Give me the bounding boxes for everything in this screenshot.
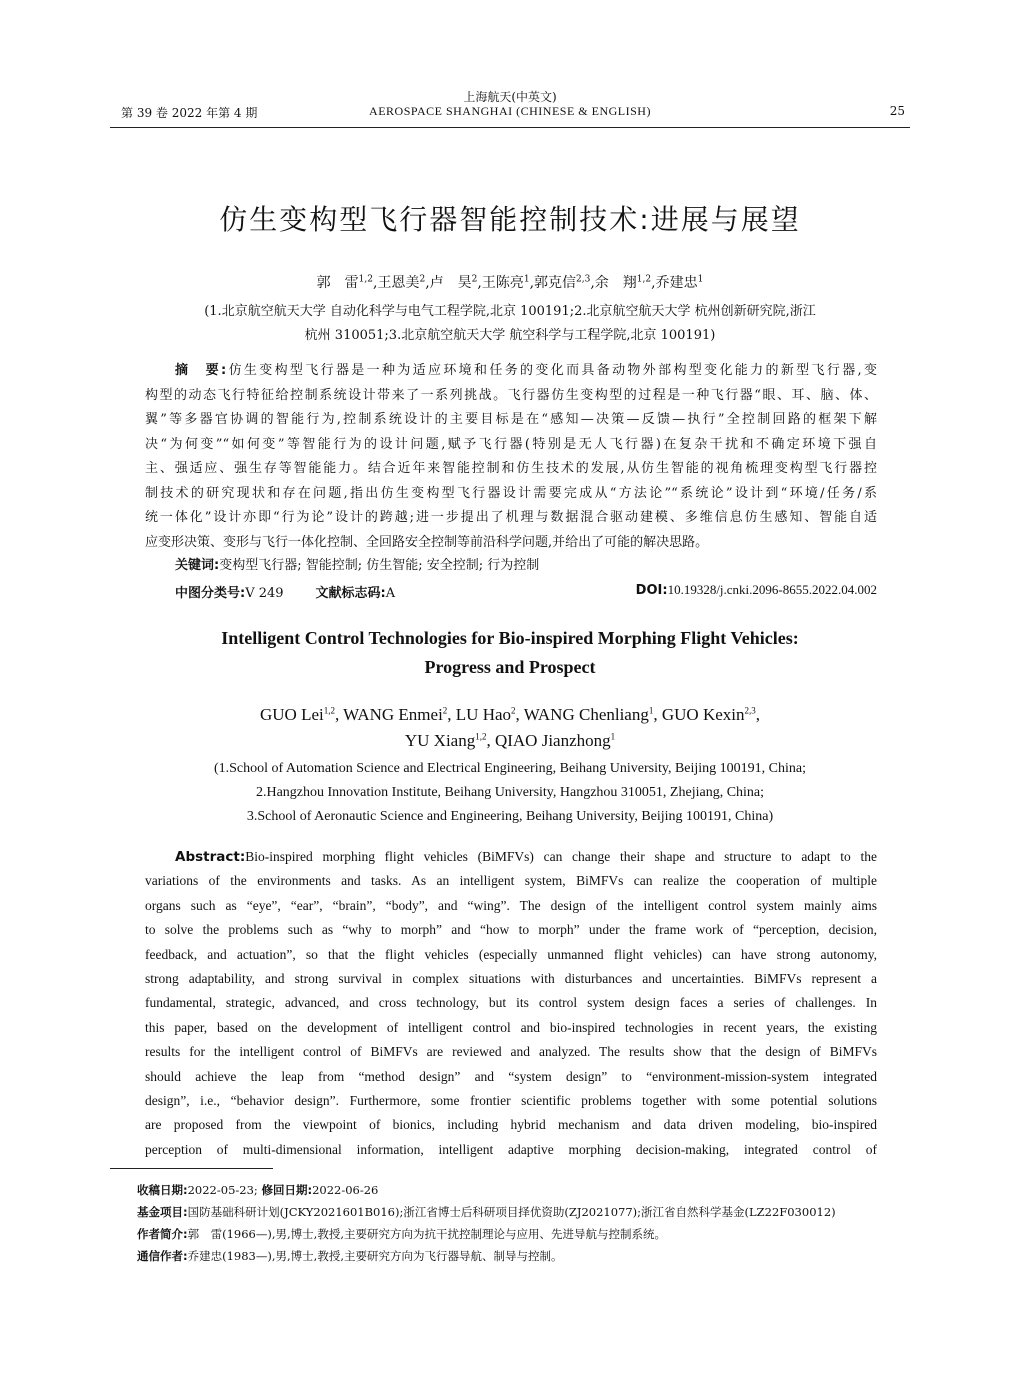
author-name: 郭 雷	[316, 275, 359, 291]
abstract-line	[145, 1091, 877, 1111]
abstract-text: are proposed from the viewpoint of bionics, including hybrid mechanism and data driven modeling, bio-inspired	[145, 1117, 877, 1133]
author-bio-label: 作者简介:	[137, 1227, 188, 1241]
author-affiliation-mark: 2	[419, 274, 426, 285]
author-name: GUO Lei	[259, 705, 324, 724]
doi	[636, 582, 877, 598]
abstract-line	[145, 386, 877, 406]
abstract-line	[145, 1115, 877, 1135]
author-affiliation-mark: 1	[697, 274, 704, 285]
author-name: LU Hao	[455, 705, 512, 724]
author-affiliation-mark: 2,3	[576, 274, 591, 285]
doi-value[interactable]: 10.19328/j.cnki.2096-8655.2022.04.002	[667, 582, 877, 597]
abstract-label: 摘 要:	[175, 363, 227, 378]
abstract-line	[145, 993, 877, 1013]
footnote-received	[137, 1182, 378, 1198]
abstract-text: 翼”等多器官协调的智能行为,控制系统设计的主要目标是在“感知—决策—反馈—执行”全控制回路的框架下解	[145, 412, 877, 427]
abstract-text: to solve the problems such as “why to morph” and “how to morph” under the frame work of “perception, decision,	[145, 922, 877, 938]
abstract-line	[175, 361, 877, 381]
author-affiliation-mark: 1,2	[475, 731, 487, 742]
footnote-rule	[110, 1168, 273, 1169]
affiliation-cn-1: (1.北京航空航天大学 自动化科学与电气工程学院,北京 100191;2.北京航空航天大学 杭州创新研究院,浙江	[204, 304, 816, 319]
footnote-funding	[137, 1204, 836, 1220]
abstract-line	[145, 435, 877, 455]
title-cn: 仿生变构型飞行器智能控制技术:进展与展望	[219, 203, 801, 236]
abstract-text: perception of multi-dimensional information, intelligent adaptive morphing decision-making, integrated control of	[145, 1141, 877, 1157]
corresponding-value: 乔建忠(1983—),男,博士,教授,主要研究方向为飞行器导航、制导与控制。	[187, 1249, 563, 1263]
issue-info: 第 39 卷 2022 年第 4 期	[121, 106, 258, 120]
journal-name-cn: 上海航天(中英文)	[463, 90, 557, 104]
author-affiliation-mark: 1	[523, 274, 530, 285]
abstract-line	[145, 533, 877, 553]
abstract-text: design”, i.e., “behavior design”. Furthermore, some frontier scientific problems together with some potential solutions	[145, 1093, 877, 1108]
abstract-line	[145, 896, 877, 916]
doi-label: DOI:	[635, 583, 668, 598]
abstract-label: Abstract:	[175, 849, 246, 865]
author-affiliation-mark: 1,2	[358, 274, 373, 285]
abstract-text: this paper, based on the development of intelligent control and bio-inspired technologies in recent years, the existing	[145, 1019, 877, 1035]
corresponding-label: 通信作者:	[137, 1249, 188, 1263]
keywords-value: 变构型飞行器; 智能控制; 仿生智能; 安全控制; 行为控制	[219, 558, 540, 573]
abstract-line	[145, 410, 877, 430]
abstract-line	[145, 1140, 877, 1160]
clc-value: V 249	[245, 586, 284, 601]
author-affiliation-mark: 1	[648, 705, 654, 716]
author-affiliation-mark: 2	[471, 274, 478, 285]
abstract-text: variations of the environments and tasks. As an intelligent system, BiMFVs can realize the cooperation of multiple	[145, 873, 877, 889]
author-name: YU Xiang	[404, 731, 476, 750]
author-name: 余 翔	[594, 275, 637, 291]
authors-cn: 郭 雷$^{1,2}$,王恩美$^2$,卢 昊$^2$,王陈亮$^1$,郭克信$^{2,3}$,余 翔$^{1,2}$,乔建忠$^1$	[316, 274, 704, 291]
title-en-2: Progress and Prospect	[424, 657, 596, 677]
abstract-text: 构型的动态飞行特征给控制系统设计带来了一系列挑战。飞行器仿生变构型的过程是一种飞行器“眼、耳、脑、体、	[145, 387, 877, 403]
author-name: 王陈亮	[481, 275, 524, 291]
abstract-text: 统一体化”设计亦即“行为论”设计的跨越;进一步提出了机理与数据混合驱动建模、多维信息仿生感知、智能自适	[145, 510, 877, 525]
abstract-text: 制技术的研究现状和存在问题,指出仿生变构型飞行器设计需要完成从“方法论”“系统论”设计到“环境/任务/系	[145, 485, 877, 501]
author-name: WANG Chenliang	[523, 705, 649, 724]
abstract-line	[145, 871, 877, 891]
abstract-text: fundamental, strategic, advanced, and cross technology, but its control system design faces a series of challenges. In	[145, 995, 877, 1011]
author-name: 王恩美	[377, 275, 420, 291]
funding-label: 基金项目:	[137, 1205, 188, 1219]
abstract-line	[145, 920, 877, 940]
header-rule	[110, 127, 910, 128]
author-affiliation-mark: 1,2	[636, 274, 652, 285]
received-label: 收稿日期:	[137, 1183, 188, 1197]
title-en-1: Intelligent Control Technologies for Bio-inspired Morphing Flight Vehicles:	[221, 628, 799, 648]
abstract-line	[175, 847, 877, 867]
author-name: GUO Kexin	[661, 705, 745, 724]
author-affiliation-mark: 1,2	[323, 705, 335, 716]
abstract-text: 仿生变构型飞行器是一种为适应环境和任务的变化而具备动物外部构型变化能力的新型飞行器,变	[226, 363, 877, 378]
abstract-line	[145, 1067, 877, 1087]
abstract-text: 应变形决策、变形与飞行一体化控制、全回路安全控制等前沿科学问题,并给出了可能的解决思路。	[145, 534, 709, 550]
authors-en-line1: GUO Lei$^{1,2}$, WANG Enmei$^2$, LU Hao$^2$, WANG Chenliang$^1$, GUO Kexin$^{2,3}$,	[259, 705, 760, 724]
keywords-label: 关键词:	[175, 558, 220, 573]
author-affiliation-mark: 1	[610, 731, 616, 742]
author-affiliation-mark: 2,3	[744, 705, 756, 716]
journal-name-en: AEROSPACE SHANGHAI (CHINESE & ENGLISH)	[369, 104, 651, 118]
abstract-text: results for the intelligent control of BiMFVs are reviewed and analyzed. The results show that the design of BiMFVs	[145, 1044, 877, 1060]
footnote-author-bio	[137, 1226, 666, 1242]
abstract-text: should achieve the leap from “method design” and “system design” to “environment-mission-system integrated	[145, 1068, 877, 1084]
affiliation-en-3: 3.School of Aeronautic Science and Engineering, Beihang University, Beijing 100191, China)	[246, 809, 774, 824]
abstract-line	[145, 484, 877, 504]
abstract-line	[145, 969, 877, 989]
abstract-text: Bio-inspired morphing flight vehicles (BiMFVs) can change their shape and structure to adapt to the	[245, 849, 877, 864]
authors-en-line2: YU Xiang$^{1,2}$, QIAO Jianzhong$^1$	[404, 731, 616, 750]
revised-date: 2022-06-26	[312, 1183, 379, 1197]
abstract-line	[145, 1018, 877, 1038]
author-name: 卢 昊	[429, 275, 472, 291]
keywords-cn	[175, 556, 907, 576]
received-date: 2022-05-23;	[187, 1183, 262, 1197]
doc-code-label: 文献标志码:	[315, 586, 386, 601]
author-bio-value: 郭 雷(1966—),男,博士,教授,主要研究方向为抗干扰控制理论与应用、先进导航与控制系统。	[187, 1227, 666, 1241]
author-affiliation-mark: 2	[511, 705, 516, 716]
author-name: 乔建忠	[655, 275, 698, 291]
footnote-corresponding	[137, 1248, 562, 1264]
author-name: WANG Enmei	[343, 705, 443, 724]
abstract-text: organs such as “eye”, “ear”, “brain”, “body”, and “wing”. The design of the intelligent control system mainly aims	[145, 897, 877, 913]
abstract-line	[145, 945, 877, 965]
author-name: QIAO Jianzhong	[494, 731, 611, 750]
abstract-line	[145, 1042, 877, 1062]
affiliation-en-1: (1.School of Automation Science and Electrical Engineering, Beihang University, Beijing 100191, China;	[213, 761, 807, 776]
affiliation-en-2: 2.Hangzhou Innovation Institute, Beihang University, Hangzhou 310051, Zhejiang, China;	[255, 785, 765, 800]
affiliation-cn-2: 杭州 310051;3.北京航空航天大学 航空科学与工程学院,北京 100191)	[304, 328, 716, 343]
doc-code-value: A	[385, 586, 396, 601]
revised-label: 修回日期:	[261, 1183, 313, 1197]
abstract-text: strong adaptability, and strong survival in complex situations with disturbances and uncertainties. BiMFVs represent a	[145, 971, 877, 986]
author-affiliation-mark: 2	[442, 705, 448, 716]
abstract-line	[145, 508, 877, 528]
abstract-line	[145, 459, 877, 479]
abstract-text: 主、强适应、强生存等智能能力。结合近年来智能控制和仿生技术的发展,从仿生智能的视角梳理变构型飞行器控	[145, 461, 877, 476]
page-number: 25	[889, 104, 905, 118]
clc-label: 中图分类号:	[175, 586, 246, 601]
abstract-text: 决“为何变”“如何变”等智能行为的设计问题,赋予飞行器(特别是无人飞行器)在复杂干扰和不确定环境下强自	[145, 436, 877, 452]
clc-info	[175, 582, 395, 601]
funding-value: 国防基础科研计划(JCKY2021601B016);浙江省博士后科研项目择优资助(ZJ2021077);浙江省自然科学基金(LZ22F030012)	[187, 1205, 836, 1219]
author-name: 郭克信	[534, 275, 577, 291]
abstract-text: feedback, and actuation”, so that the flight vehicles (especially unmanned flight vehicles) can have strong autonomy,	[145, 946, 877, 962]
